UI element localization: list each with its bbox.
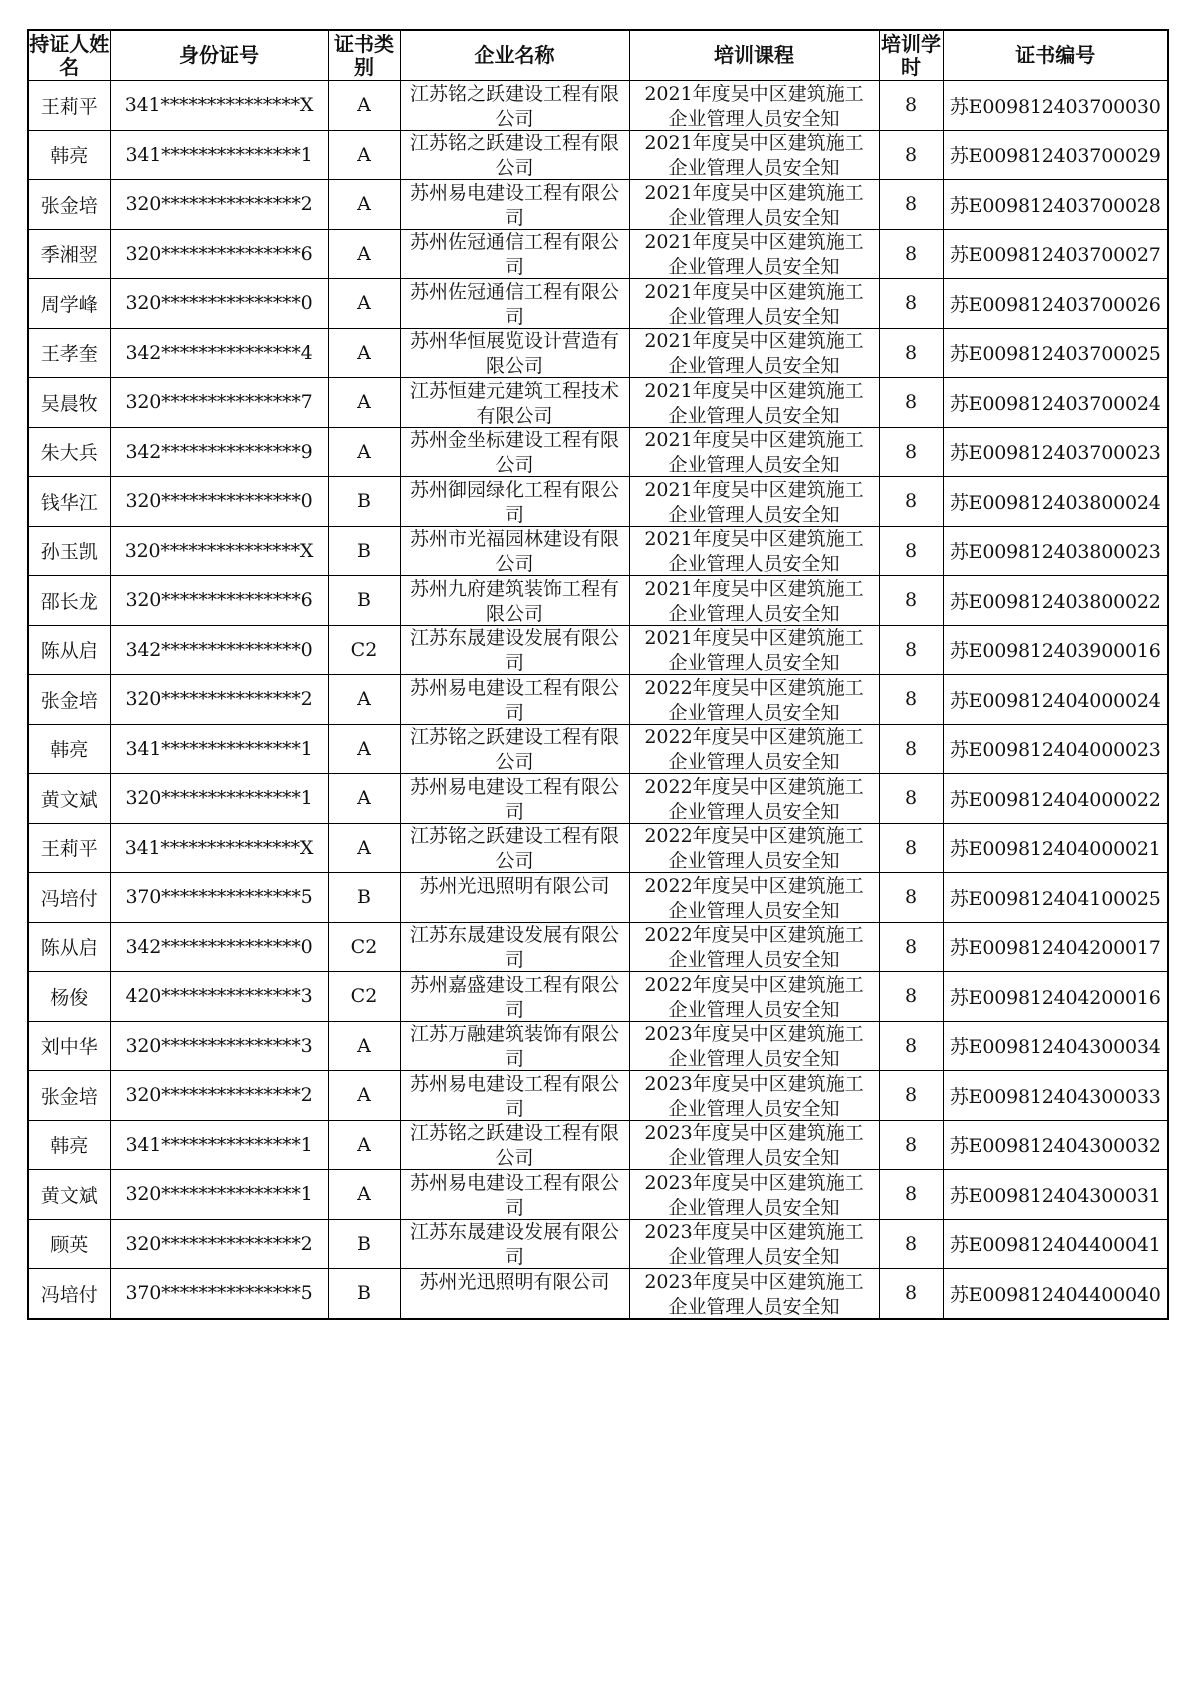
company-name-text: 江苏铭之跃建设工程有限公司 <box>409 726 619 773</box>
company-name-text: 苏州易电建设工程有限公司 <box>409 1072 619 1119</box>
id-number-cell: 320***************2 <box>110 1219 328 1269</box>
holder-name-cell: 张金培 <box>28 180 110 230</box>
holder-name-cell: 陈从启 <box>28 625 110 675</box>
training-course-cell <box>629 526 879 576</box>
holder-name-cell: 黄文斌 <box>28 1170 110 1220</box>
cert-category-cell: A <box>328 279 400 329</box>
cert-number-cell: 苏E009812403700023 <box>943 427 1168 477</box>
training-hours-cell: 8 <box>879 625 943 675</box>
training-course-cell <box>629 922 879 972</box>
company-name-text: 江苏东晟建设发展有限公司 <box>409 1221 619 1268</box>
training-course-text: 2023年度吴中区建筑施工企业管理人员安全知 <box>644 1171 864 1218</box>
company-name-cell <box>400 1021 629 1071</box>
cert-category-cell: A <box>328 724 400 774</box>
company-name-cell <box>400 279 629 329</box>
training-hours-cell: 8 <box>879 774 943 824</box>
holder-name-cell: 朱大兵 <box>28 427 110 477</box>
training-course-cell <box>629 873 879 923</box>
id-number-cell: 342***************9 <box>110 427 328 477</box>
company-name-cell <box>400 180 629 230</box>
cert-category-cell: C2 <box>328 922 400 972</box>
holder-name-cell: 冯培付 <box>28 1269 110 1319</box>
id-number-cell: 320***************2 <box>110 675 328 725</box>
cert-category-cell: C2 <box>328 972 400 1022</box>
header-company-name: 企业名称 <box>400 30 629 81</box>
training-course-cell <box>629 823 879 873</box>
company-name-cell <box>400 1120 629 1170</box>
holder-name-cell: 顾英 <box>28 1219 110 1269</box>
cert-number-cell: 苏E009812404300034 <box>943 1021 1168 1071</box>
training-hours-cell: 8 <box>879 972 943 1022</box>
id-number-cell: 320***************2 <box>110 1071 328 1121</box>
id-number-cell: 320***************2 <box>110 180 328 230</box>
training-course-cell <box>629 180 879 230</box>
cert-category-cell: A <box>328 675 400 725</box>
company-name-text: 苏州易电建设工程有限公司 <box>409 181 619 228</box>
training-hours-cell: 8 <box>879 1021 943 1071</box>
company-name-text: 江苏铭之跃建设工程有限公司 <box>409 132 619 179</box>
training-course-text: 2022年度吴中区建筑施工企业管理人员安全知 <box>644 775 864 822</box>
holder-name-cell: 冯培付 <box>28 873 110 923</box>
id-number-cell: 342***************0 <box>110 922 328 972</box>
cert-category-cell: B <box>328 576 400 626</box>
cert-category-cell: B <box>328 477 400 527</box>
id-number-cell: 320***************6 <box>110 229 328 279</box>
id-number-cell: 341***************X <box>110 81 328 131</box>
certificate-table <box>27 29 1169 1320</box>
training-course-cell <box>629 130 879 180</box>
id-number-cell: 320***************7 <box>110 378 328 428</box>
training-course-text: 2023年度吴中区建筑施工企业管理人员安全知 <box>644 1221 864 1268</box>
company-name-cell <box>400 1269 629 1319</box>
company-name-cell <box>400 774 629 824</box>
table-row <box>28 1170 1168 1220</box>
holder-name-cell: 张金培 <box>28 675 110 725</box>
holder-name-cell: 杨俊 <box>28 972 110 1022</box>
training-course-text: 2023年度吴中区建筑施工企业管理人员安全知 <box>644 1122 864 1169</box>
cert-category-cell: A <box>328 427 400 477</box>
company-name-text: 苏州佐冠通信工程有限公司 <box>409 280 619 327</box>
table-row <box>28 972 1168 1022</box>
company-name-text: 苏州易电建设工程有限公司 <box>409 775 619 822</box>
company-name-text: 苏州光迅照明有限公司 <box>419 1270 610 1293</box>
training-course-text: 2021年度吴中区建筑施工企业管理人员安全知 <box>644 379 864 426</box>
cert-category-cell: A <box>328 1071 400 1121</box>
id-number-cell: 320***************6 <box>110 576 328 626</box>
training-course-text: 2021年度吴中区建筑施工企业管理人员安全知 <box>644 429 864 476</box>
id-number-cell: 341***************X <box>110 823 328 873</box>
holder-name-cell: 周学峰 <box>28 279 110 329</box>
training-hours-cell: 8 <box>879 229 943 279</box>
certificate-table-sheet <box>27 29 1167 1320</box>
company-name-cell <box>400 675 629 725</box>
company-name-cell <box>400 81 629 131</box>
id-number-cell: 342***************4 <box>110 328 328 378</box>
training-hours-cell: 8 <box>879 180 943 230</box>
cert-category-cell: A <box>328 823 400 873</box>
company-name-text: 江苏东晟建设发展有限公司 <box>409 924 619 971</box>
training-hours-cell: 8 <box>879 823 943 873</box>
company-name-cell <box>400 1219 629 1269</box>
company-name-text: 江苏铭之跃建设工程有限公司 <box>409 82 619 129</box>
id-number-cell: 341***************1 <box>110 1120 328 1170</box>
cert-category-cell: A <box>328 1021 400 1071</box>
training-course-text: 2021年度吴中区建筑施工企业管理人员安全知 <box>644 82 864 129</box>
table-row <box>28 526 1168 576</box>
table-row <box>28 1269 1168 1319</box>
training-course-cell <box>629 1071 879 1121</box>
company-name-text: 苏州市光福园林建设有限公司 <box>409 528 619 575</box>
cert-category-cell: B <box>328 873 400 923</box>
cert-number-cell: 苏E009812404400040 <box>943 1269 1168 1319</box>
training-course-text: 2022年度吴中区建筑施工企业管理人员安全知 <box>644 874 864 921</box>
training-hours-cell: 8 <box>879 922 943 972</box>
company-name-text: 苏州御园绿化工程有限公司 <box>409 478 619 525</box>
training-course-text: 2021年度吴中区建筑施工企业管理人员安全知 <box>644 478 864 525</box>
training-hours-cell: 8 <box>879 427 943 477</box>
holder-name-cell: 韩亮 <box>28 724 110 774</box>
training-course-cell <box>629 427 879 477</box>
cert-category-cell: B <box>328 526 400 576</box>
training-course-cell <box>629 1219 879 1269</box>
company-name-cell <box>400 724 629 774</box>
holder-name-cell: 韩亮 <box>28 1120 110 1170</box>
table-row <box>28 328 1168 378</box>
training-course-cell <box>629 1170 879 1220</box>
training-hours-cell: 8 <box>879 526 943 576</box>
company-name-text: 苏州金坐标建设工程有限公司 <box>409 429 619 476</box>
id-number-cell: 320***************3 <box>110 1021 328 1071</box>
company-name-text: 苏州光迅照明有限公司 <box>419 874 610 897</box>
header-training-course: 培训课程 <box>629 30 879 81</box>
training-hours-cell: 8 <box>879 130 943 180</box>
cert-number-cell: 苏E009812404200017 <box>943 922 1168 972</box>
training-course-text: 2023年度吴中区建筑施工企业管理人员安全知 <box>644 1270 864 1317</box>
cert-category-cell: A <box>328 774 400 824</box>
table-row <box>28 576 1168 626</box>
company-name-text: 苏州易电建设工程有限公司 <box>409 1171 619 1218</box>
holder-name-cell: 王莉平 <box>28 81 110 131</box>
training-course-cell <box>629 1021 879 1071</box>
training-course-text: 2022年度吴中区建筑施工企业管理人员安全知 <box>644 676 864 723</box>
company-name-text: 江苏东晟建设发展有限公司 <box>409 627 619 674</box>
company-name-cell <box>400 922 629 972</box>
cert-category-cell: C2 <box>328 625 400 675</box>
training-course-text: 2021年度吴中区建筑施工企业管理人员安全知 <box>644 132 864 179</box>
training-hours-cell: 8 <box>879 378 943 428</box>
training-hours-cell: 8 <box>879 724 943 774</box>
holder-name-cell: 王孝奎 <box>28 328 110 378</box>
table-row <box>28 378 1168 428</box>
training-course-cell <box>629 81 879 131</box>
company-name-text: 江苏铭之跃建设工程有限公司 <box>409 1122 619 1169</box>
training-hours-cell: 8 <box>879 1071 943 1121</box>
training-hours-cell: 8 <box>879 873 943 923</box>
holder-name-cell: 黄文斌 <box>28 774 110 824</box>
table-row <box>28 774 1168 824</box>
training-hours-cell: 8 <box>879 1219 943 1269</box>
cert-number-cell: 苏E009812403700027 <box>943 229 1168 279</box>
id-number-cell: 320***************0 <box>110 477 328 527</box>
cert-category-cell: B <box>328 1269 400 1319</box>
id-number-cell: 342***************0 <box>110 625 328 675</box>
table-row <box>28 625 1168 675</box>
company-name-cell <box>400 1170 629 1220</box>
id-number-cell: 341***************1 <box>110 130 328 180</box>
cert-number-cell: 苏E009812404100025 <box>943 873 1168 923</box>
company-name-text: 苏州易电建设工程有限公司 <box>409 676 619 723</box>
cert-category-cell: A <box>328 1120 400 1170</box>
cert-number-cell: 苏E009812404300033 <box>943 1071 1168 1121</box>
training-course-cell <box>629 576 879 626</box>
cert-number-cell: 苏E009812403700025 <box>943 328 1168 378</box>
table-row <box>28 1021 1168 1071</box>
holder-name-cell: 孙玉凯 <box>28 526 110 576</box>
company-name-text: 苏州嘉盛建设工程有限公司 <box>409 973 619 1020</box>
holder-name-cell: 吴晨牧 <box>28 378 110 428</box>
cert-number-cell: 苏E009812404300032 <box>943 1120 1168 1170</box>
holder-name-cell: 张金培 <box>28 1071 110 1121</box>
training-course-cell <box>629 279 879 329</box>
company-name-cell <box>400 526 629 576</box>
training-course-text: 2022年度吴中区建筑施工企业管理人员安全知 <box>644 924 864 971</box>
training-course-text: 2021年度吴中区建筑施工企业管理人员安全知 <box>644 181 864 228</box>
training-hours-cell: 8 <box>879 675 943 725</box>
cert-number-cell: 苏E009812403800022 <box>943 576 1168 626</box>
company-name-text: 苏州华恒展览设计营造有限公司 <box>409 330 619 377</box>
training-course-text: 2021年度吴中区建筑施工企业管理人员安全知 <box>644 627 864 674</box>
company-name-cell <box>400 625 629 675</box>
table-row <box>28 427 1168 477</box>
table-row <box>28 724 1168 774</box>
training-course-text: 2022年度吴中区建筑施工企业管理人员安全知 <box>644 973 864 1020</box>
company-name-cell <box>400 972 629 1022</box>
cert-number-cell: 苏E009812403700028 <box>943 180 1168 230</box>
company-name-cell <box>400 328 629 378</box>
cert-number-cell: 苏E009812403700030 <box>943 81 1168 131</box>
training-course-cell <box>629 972 879 1022</box>
training-hours-cell: 8 <box>879 279 943 329</box>
training-course-text: 2021年度吴中区建筑施工企业管理人员安全知 <box>644 231 864 278</box>
company-name-cell <box>400 823 629 873</box>
table-row <box>28 922 1168 972</box>
header-cert-category: 证书类别 <box>328 30 400 81</box>
company-name-text: 江苏恒建元建筑工程技术有限公司 <box>409 379 619 426</box>
training-course-cell <box>629 477 879 527</box>
id-number-cell: 341***************1 <box>110 724 328 774</box>
training-course-text: 2021年度吴中区建筑施工企业管理人员安全知 <box>644 577 864 624</box>
holder-name-cell: 韩亮 <box>28 130 110 180</box>
table-row <box>28 477 1168 527</box>
company-name-cell <box>400 873 629 923</box>
company-name-cell <box>400 229 629 279</box>
cert-category-cell: A <box>328 180 400 230</box>
table-row <box>28 180 1168 230</box>
company-name-cell <box>400 576 629 626</box>
header-cert-number: 证书编号 <box>943 30 1168 81</box>
holder-name-cell: 陈从启 <box>28 922 110 972</box>
cert-number-cell: 苏E009812403700024 <box>943 378 1168 428</box>
cert-number-cell: 苏E009812404000024 <box>943 675 1168 725</box>
cert-category-cell: A <box>328 378 400 428</box>
table-header-row <box>28 30 1168 81</box>
cert-number-cell: 苏E009812404400041 <box>943 1219 1168 1269</box>
holder-name-cell: 钱华江 <box>28 477 110 527</box>
id-number-cell: 320***************0 <box>110 279 328 329</box>
cert-number-cell: 苏E009812403800023 <box>943 526 1168 576</box>
training-course-cell <box>629 229 879 279</box>
cert-number-cell: 苏E009812403700029 <box>943 130 1168 180</box>
id-number-cell: 420***************3 <box>110 972 328 1022</box>
header-holder-name: 持证人姓名 <box>29 31 110 79</box>
table-row <box>28 823 1168 873</box>
table-row <box>28 229 1168 279</box>
training-course-cell <box>629 675 879 725</box>
holder-name-cell: 王莉平 <box>28 823 110 873</box>
cert-number-cell: 苏E009812403700026 <box>943 279 1168 329</box>
company-name-cell <box>400 1071 629 1121</box>
cert-number-cell: 苏E009812404000021 <box>943 823 1168 873</box>
training-course-text: 2021年度吴中区建筑施工企业管理人员安全知 <box>644 280 864 327</box>
id-number-cell: 320***************X <box>110 526 328 576</box>
holder-name-cell: 季湘翌 <box>28 229 110 279</box>
training-course-cell <box>629 625 879 675</box>
company-name-cell <box>400 477 629 527</box>
id-number-cell: 370***************5 <box>110 873 328 923</box>
training-course-cell <box>629 774 879 824</box>
training-course-text: 2023年度吴中区建筑施工企业管理人员安全知 <box>644 1023 864 1070</box>
training-hours-cell: 8 <box>879 328 943 378</box>
training-course-cell <box>629 1269 879 1319</box>
cert-number-cell: 苏E009812403800024 <box>943 477 1168 527</box>
company-name-cell <box>400 378 629 428</box>
training-hours-cell: 8 <box>879 81 943 131</box>
company-name-cell <box>400 427 629 477</box>
company-name-cell <box>400 130 629 180</box>
training-hours-cell: 8 <box>879 576 943 626</box>
table-row <box>28 130 1168 180</box>
training-hours-cell: 8 <box>879 1170 943 1220</box>
cert-number-cell: 苏E009812404300031 <box>943 1170 1168 1220</box>
header-id-number: 身份证号 <box>110 30 328 81</box>
training-course-text: 2021年度吴中区建筑施工企业管理人员安全知 <box>644 330 864 377</box>
table-row <box>28 279 1168 329</box>
training-hours-cell: 8 <box>879 1269 943 1319</box>
id-number-cell: 370***************5 <box>110 1269 328 1319</box>
cert-category-cell: A <box>328 328 400 378</box>
table-row <box>28 1120 1168 1170</box>
training-course-cell <box>629 724 879 774</box>
table-body <box>28 81 1168 1319</box>
cert-category-cell: A <box>328 81 400 131</box>
training-course-cell <box>629 378 879 428</box>
cert-number-cell: 苏E009812404000023 <box>943 724 1168 774</box>
training-course-text: 2023年度吴中区建筑施工企业管理人员安全知 <box>644 1072 864 1119</box>
holder-name-cell: 刘中华 <box>28 1021 110 1071</box>
cert-category-cell: A <box>328 1170 400 1220</box>
table-row <box>28 1219 1168 1269</box>
training-course-cell <box>629 1120 879 1170</box>
cert-category-cell: A <box>328 130 400 180</box>
company-name-text: 江苏万融建筑装饰有限公司 <box>409 1023 619 1070</box>
table-row <box>28 675 1168 725</box>
cert-category-cell: B <box>328 1219 400 1269</box>
id-number-cell: 320***************1 <box>110 774 328 824</box>
table-row <box>28 873 1168 923</box>
cert-number-cell: 苏E009812403900016 <box>943 625 1168 675</box>
table-row <box>28 81 1168 131</box>
cert-category-cell: A <box>328 229 400 279</box>
company-name-text: 江苏铭之跃建设工程有限公司 <box>409 825 619 872</box>
training-course-text: 2022年度吴中区建筑施工企业管理人员安全知 <box>644 825 864 872</box>
cert-number-cell: 苏E009812404200016 <box>943 972 1168 1022</box>
training-hours-cell: 8 <box>879 1120 943 1170</box>
holder-name-cell: 邵长龙 <box>28 576 110 626</box>
training-course-text: 2021年度吴中区建筑施工企业管理人员安全知 <box>644 528 864 575</box>
cert-number-cell: 苏E009812404000022 <box>943 774 1168 824</box>
company-name-text: 苏州佐冠通信工程有限公司 <box>409 231 619 278</box>
training-course-text: 2022年度吴中区建筑施工企业管理人员安全知 <box>644 726 864 773</box>
company-name-text: 苏州九府建筑装饰工程有限公司 <box>409 577 619 624</box>
training-hours-cell: 8 <box>879 477 943 527</box>
header-training-hours: 培训学时 <box>881 31 941 79</box>
id-number-cell: 320***************1 <box>110 1170 328 1220</box>
training-course-cell <box>629 328 879 378</box>
table-row <box>28 1071 1168 1121</box>
